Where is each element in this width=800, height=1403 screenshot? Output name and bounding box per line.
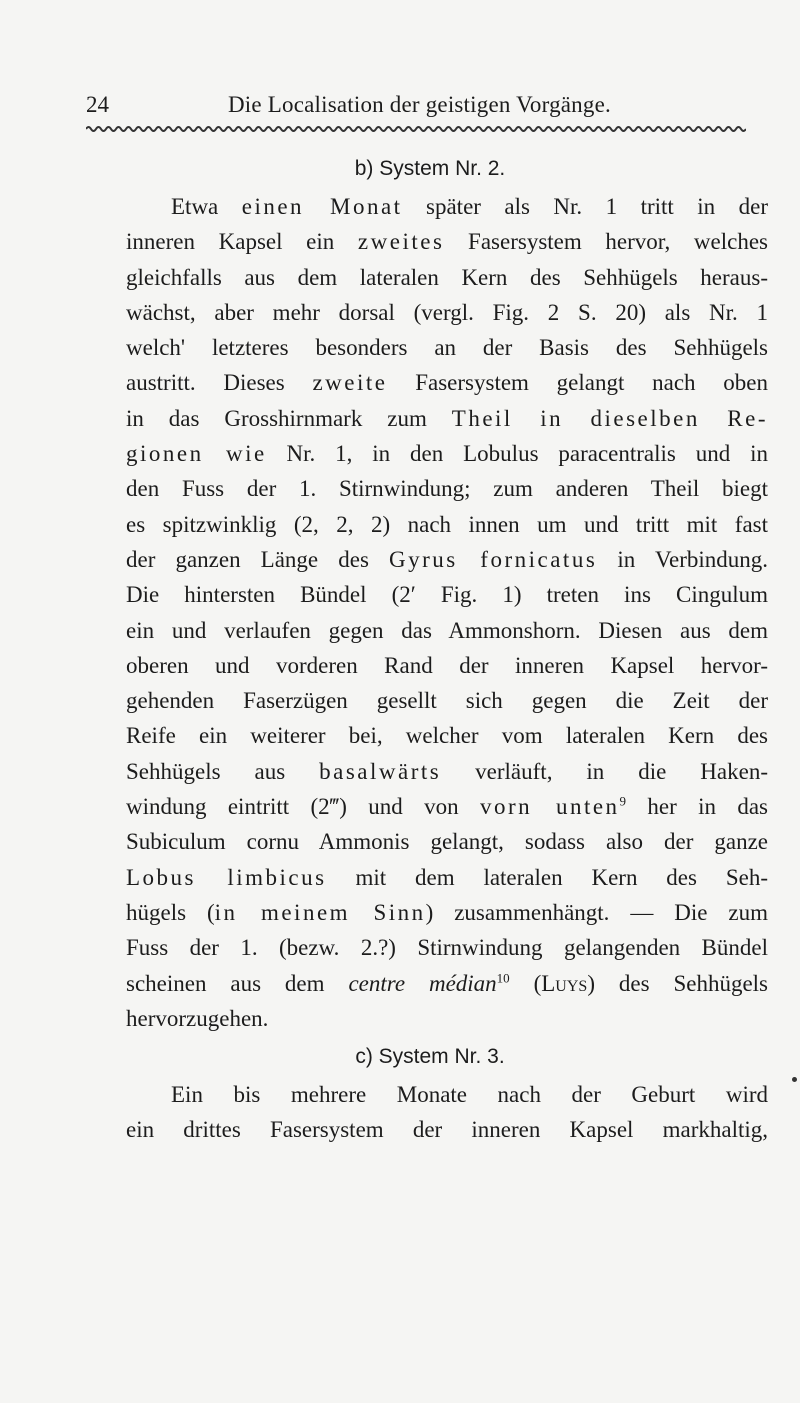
text-line: Etwa einen Monat später als Nr. 1 tritt in der <box>171 194 769 219</box>
section-c-heading: c) System Nr. 3. <box>355 1045 505 1068</box>
text-line: in das Grosshirnmark zum Theil in dieselben Re- <box>126 405 768 431</box>
text-line: Sehhügels aus basalwärts verläuft, in die Haken- <box>126 758 768 784</box>
section-b-heading: b) System Nr. 2. <box>354 157 506 180</box>
margin-mark <box>792 1077 797 1082</box>
text-line: es spitzwinklig (2, 2, 2) nach innen um und tritt mit fast <box>126 511 768 537</box>
text-line: scheinen aus dem centre médian$^{10}$ (Luys) des Sehhügels <box>126 969 768 996</box>
text-line: ein und verlaufen gegen das Ammonshorn. Diesen aus dem <box>126 617 768 643</box>
running-title: Die Localisation der geistigen Vorgänge. <box>228 92 611 117</box>
text-line: der ganzen Länge des Gyrus fornicatus in Verbindung. <box>126 546 769 572</box>
text-line: gleichfalls aus dem lateralen Kern des Sehhügels heraus- <box>126 264 768 290</box>
ornamental-rule <box>86 124 746 134</box>
text-line: inneren Kapsel ein zweites Fasersystem hervor, welches <box>126 229 769 255</box>
text-line: welch' letzteres besonders an der Basis des Sehhügels <box>126 335 768 361</box>
text-line: Ein bis mehrere Monate nach der Geburt wird <box>171 1082 768 1107</box>
text-line: Lobus limbicus mit dem lateralen Kern des Seh- <box>126 864 768 890</box>
text-line: Subiculum cornu Ammonis gelangt, sodass also der ganze <box>126 829 768 855</box>
footnote-ref: 10 <box>496 969 510 985</box>
text-line: Die hintersten Bündel (2′ Fig. 1) treten ins Cingulum <box>126 582 768 608</box>
section-c-paragraph <box>126 1077 768 1148</box>
footnote-ref: 9 <box>619 793 627 809</box>
text-line: hervorzugehen. <box>126 1005 269 1031</box>
text-line: gionen wie Nr. 1, in den Lobulus paracentralis und in <box>126 441 768 467</box>
text-line: gehenden Faserzügen gesellt sich gegen die Zeit der <box>126 688 768 714</box>
text-line: hügels (in meinem Sinn) zusammenhängt. — Die zum <box>126 899 768 925</box>
text-line: oberen und vorderen Rand der inneren Kapsel hervor- <box>126 652 768 678</box>
page-number: 24 <box>86 92 109 117</box>
text-line: ein drittes Fasersystem der inneren Kapsel markhaltig, <box>126 1117 768 1143</box>
text-line: austritt. Dieses zweite Fasersystem gelangt nach oben <box>126 370 768 396</box>
text-line: Reife ein weiterer bei, welcher vom lateralen Kern des <box>126 723 768 749</box>
text-line: Fuss der 1. (bezw. 2.?) Stirnwindung gelangenden Bündel <box>126 935 768 961</box>
text-line: den Fuss der 1. Stirnwindung; zum anderen Theil biegt <box>126 476 768 502</box>
text-line: windung eintritt (2‴) und von vorn unten$^9$ her in das <box>126 793 768 820</box>
running-header <box>86 92 716 126</box>
text-line: wächst, aber mehr dorsal (vergl. Fig. 2 S. 20) als Nr. 1 <box>126 299 768 325</box>
section-b-paragraph <box>126 189 768 1036</box>
